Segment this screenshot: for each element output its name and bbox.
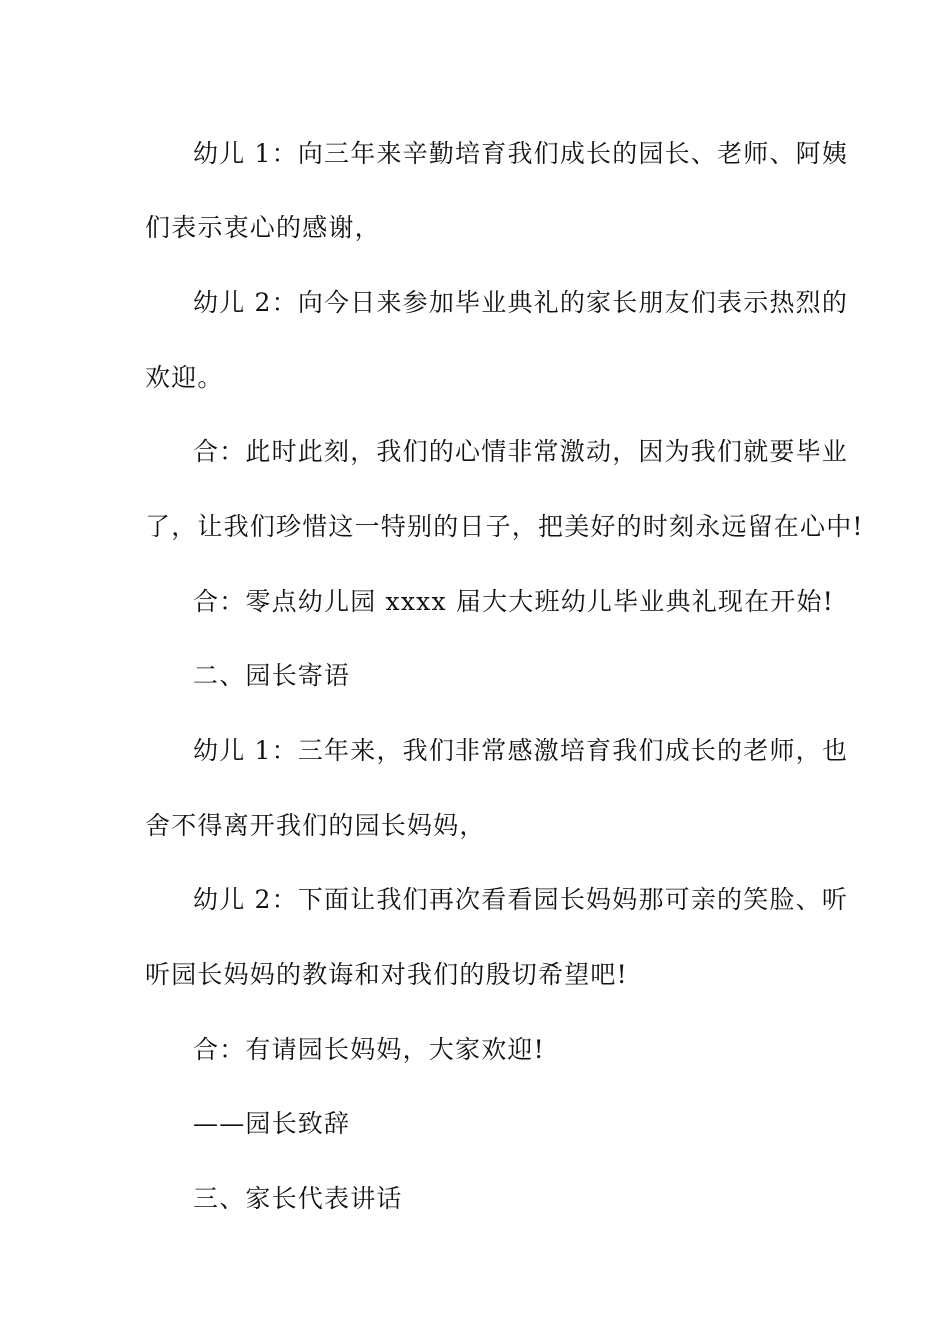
paragraph-line: 合：有请园长妈妈，大家欢迎! [193,1035,545,1064]
paragraph-line: 了，让我们珍惜这一特别的日子，把美好的时刻永远留在心中! [145,512,864,541]
paragraph-line: 幼儿 2：下面让我们再次看看园长妈妈那可亲的笑脸、听 [193,885,849,914]
paragraph-line: 幼儿 2：向今日来参加毕业典礼的家长朋友们表示热烈的 [193,288,849,317]
section-heading: 二、园长寄语 [193,661,351,690]
paragraph-line: ——园长致辞 [193,1109,351,1138]
section-heading: 三、家长代表讲话 [193,1184,403,1213]
paragraph-line: 听园长妈妈的教诲和对我们的殷切希望吧! [145,960,628,989]
paragraph-line: 合：零点幼儿园 xxxx 届大大班幼儿毕业典礼现在开始! [193,587,834,616]
paragraph-line: 欢迎。 [145,363,224,392]
paragraph-line: 合：此时此刻，我们的心情非常激动，因为我们就要毕业 [193,437,849,466]
paragraph-line: 幼儿 1：向三年来辛勤培育我们成长的园长、老师、阿姨 [193,139,849,168]
paragraph-line: 幼儿 1：三年来，我们非常感激培育我们成长的老师，也 [193,736,849,765]
paragraph-line: 们表示衷心的感谢， [145,213,381,242]
paragraph-line: 舍不得离开我们的园长妈妈， [145,811,486,840]
